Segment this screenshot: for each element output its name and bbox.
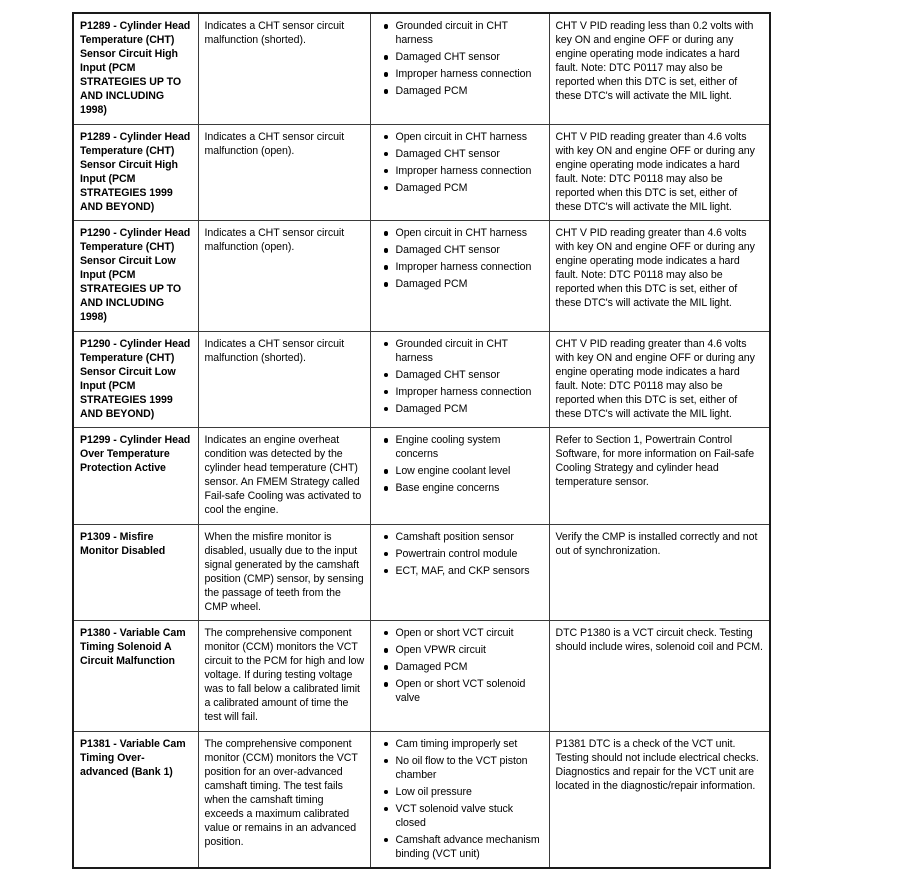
list-item: Low oil pressure (396, 785, 544, 799)
dtc-code-cell: P1290 - Cylinder Head Temperature (CHT) Sensor Circuit Low Input (PCM STRATEGIES 1999 AND BEYOND) (73, 331, 198, 427)
dtc-diagnostic-notes-cell: CHT V PID reading greater than 4.6 volts with key ON and engine OFF or during any engine operating mode indicates a hard fault. Note: DTC P0118 may also be reported when this DTC is set, either of these DTC's will activate the MIL light. (549, 331, 770, 427)
dtc-reference-table (72, 12, 771, 869)
dtc-description-cell: Indicates a CHT sensor circuit malfunction (open). (198, 124, 370, 220)
dtc-description-cell: Indicates a CHT sensor circuit malfunction (shorted). (198, 331, 370, 427)
dtc-diagnostic-notes-cell: CHT V PID reading greater than 4.6 volts with key ON and engine OFF or during any engine operating mode indicates a hard fault. Note: DTC P0118 may also be reported when this DTC is set, either of these DTC's will activate the MIL light. (549, 221, 770, 332)
dtc-code-cell: P1290 - Cylinder Head Temperature (CHT) Sensor Circuit Low Input (PCM STRATEGIES UP TO AND INCLUDING 1998) (73, 221, 198, 332)
list-item: Damaged PCM (396, 84, 544, 98)
table-row (73, 428, 770, 524)
dtc-description-cell: Indicates a CHT sensor circuit malfunction (open). (198, 221, 370, 332)
dtc-description-cell: When the misfire monitor is disabled, usually due to the input signal generated by the camshaft position (CMP) sensor, by sensing the passage of teeth from the CMP wheel. (198, 524, 370, 620)
dtc-possible-causes-cell (370, 731, 549, 868)
possible-causes-list (377, 530, 544, 578)
list-item: Open circuit in CHT harness (396, 130, 544, 144)
dtc-table-body (73, 13, 770, 868)
dtc-code-cell: P1289 - Cylinder Head Temperature (CHT) Sensor Circuit High Input (PCM STRATEGIES UP TO AND INCLUDING 1998) (73, 13, 198, 124)
possible-causes-list (377, 737, 544, 862)
list-item: Damaged PCM (396, 277, 544, 291)
dtc-description-cell: The comprehensive component monitor (CCM) monitors the VCT position for an over-advanced camshaft timing. The test fails when the camshaft timing exceeds a maximum calibrated value or remains in an advanced position. (198, 731, 370, 868)
list-item: No oil flow to the VCT piston chamber (396, 754, 544, 782)
list-item: VCT solenoid valve stuck closed (396, 802, 544, 830)
list-item: Camshaft position sensor (396, 530, 544, 544)
list-item: Damaged CHT sensor (396, 147, 544, 161)
possible-causes-list (377, 433, 544, 495)
table-row (73, 331, 770, 427)
possible-causes-list (377, 226, 544, 291)
table-row (73, 221, 770, 332)
list-item: Improper harness connection (396, 385, 544, 399)
list-item: Improper harness connection (396, 260, 544, 274)
possible-causes-list (377, 19, 544, 98)
list-item: ECT, MAF, and CKP sensors (396, 564, 544, 578)
dtc-description-cell: The comprehensive component monitor (CCM) monitors the VCT circuit to the PCM for high and low voltage. If during testing voltage was to fall below a calibrated limit a calibrated amount of time the test will fail. (198, 620, 370, 731)
list-item: Base engine concerns (396, 481, 544, 495)
dtc-code-cell: P1299 - Cylinder Head Over Temperature Protection Active (73, 428, 198, 524)
table-row (73, 13, 770, 124)
list-item: Damaged CHT sensor (396, 368, 544, 382)
dtc-description-cell: Indicates an engine overheat condition was detected by the cylinder head temperature (CHT) sensor. An FMEM Strategy called Fail-safe Cooling was activated to cool the engine. (198, 428, 370, 524)
dtc-possible-causes-cell (370, 221, 549, 332)
list-item: Damaged PCM (396, 660, 544, 674)
list-item: Low engine coolant level (396, 464, 544, 478)
list-item: Improper harness connection (396, 67, 544, 81)
dtc-possible-causes-cell (370, 428, 549, 524)
dtc-diagnostic-notes-cell: CHT V PID reading greater than 4.6 volts with key ON and engine OFF or during any engine operating mode indicates a hard fault. Note: DTC P0118 may also be reported when this DTC is set, either of these DTC's will activate the MIL light. (549, 124, 770, 220)
list-item: Damaged PCM (396, 402, 544, 416)
dtc-description-cell: Indicates a CHT sensor circuit malfunction (shorted). (198, 13, 370, 124)
table-row (73, 731, 770, 868)
list-item: Grounded circuit in CHT harness (396, 19, 544, 47)
dtc-possible-causes-cell (370, 13, 549, 124)
list-item: Open circuit in CHT harness (396, 226, 544, 240)
dtc-possible-causes-cell (370, 620, 549, 731)
dtc-code-cell: P1289 - Cylinder Head Temperature (CHT) Sensor Circuit High Input (PCM STRATEGIES 1999 AND BEYOND) (73, 124, 198, 220)
list-item: Damaged PCM (396, 181, 544, 195)
list-item: Open or short VCT solenoid valve (396, 677, 544, 705)
list-item: Grounded circuit in CHT harness (396, 337, 544, 365)
table-row (73, 620, 770, 731)
possible-causes-list (377, 626, 544, 705)
list-item: Powertrain control module (396, 547, 544, 561)
table-row (73, 524, 770, 620)
list-item: Damaged CHT sensor (396, 243, 544, 257)
dtc-code-cell: P1381 - Variable Cam Timing Over-advanced (Bank 1) (73, 731, 198, 868)
possible-causes-list (377, 130, 544, 195)
dtc-code-cell: P1309 - Misfire Monitor Disabled (73, 524, 198, 620)
possible-causes-list (377, 337, 544, 416)
list-item: Engine cooling system concerns (396, 433, 544, 461)
list-item: Improper harness connection (396, 164, 544, 178)
list-item: Open or short VCT circuit (396, 626, 544, 640)
list-item: Damaged CHT sensor (396, 50, 544, 64)
table-row (73, 124, 770, 220)
dtc-diagnostic-notes-cell: CHT V PID reading less than 0.2 volts with key ON and engine OFF or during any engine operating mode indicates a hard fault. Note: DTC P0117 may also be reported when this DTC is set, either of these DTC's will activate the MIL light. (549, 13, 770, 124)
list-item: Camshaft advance mechanism binding (VCT unit) (396, 833, 544, 861)
dtc-diagnostic-notes-cell: Refer to Section 1, Powertrain Control Software, for more information on Fail-safe Cooling Strategy and cylinder head temperature sensor. (549, 428, 770, 524)
dtc-possible-causes-cell (370, 524, 549, 620)
dtc-possible-causes-cell (370, 331, 549, 427)
dtc-code-cell: P1380 - Variable Cam Timing Solenoid A Circuit Malfunction (73, 620, 198, 731)
dtc-diagnostic-notes-cell: Verify the CMP is installed correctly and not out of synchronization. (549, 524, 770, 620)
list-item: Cam timing improperly set (396, 737, 544, 751)
dtc-possible-causes-cell (370, 124, 549, 220)
dtc-diagnostic-notes-cell: DTC P1380 is a VCT circuit check. Testing should include wires, solenoid coil and PCM. (549, 620, 770, 731)
dtc-diagnostic-notes-cell: P1381 DTC is a check of the VCT unit. Testing should not include electrical checks. Diagnostics and repair for the VCT unit are located in the diagnostic/repair information. (549, 731, 770, 868)
list-item: Open VPWR circuit (396, 643, 544, 657)
